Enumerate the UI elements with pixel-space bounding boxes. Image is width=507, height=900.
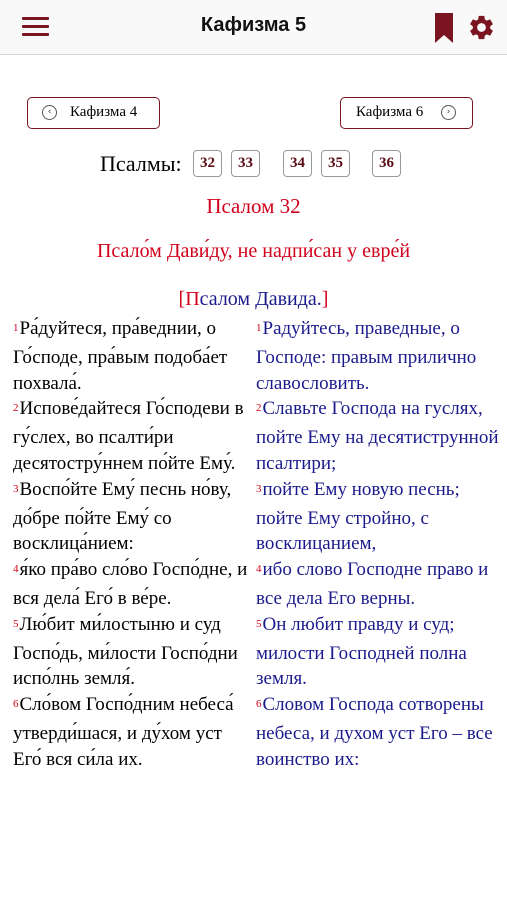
verse-text: Сло́вом Госпо́дним небеса́ утверди́шася, и ду́хом уст Его́ вся си́ла их. <box>13 694 234 770</box>
verse-text: Лю́бит ми́лостыню и суд Госпо́дь, ми́лости Госпо́дни испо́лнь земля́. <box>13 613 238 690</box>
psalm-subtitle: Псало́м Дави́ду, не надпи́сан у евре́й <box>96 240 411 262</box>
intro-close-bracket: ] <box>321 288 329 310</box>
intro-open-bracket: [ <box>178 288 186 310</box>
prev-kathisma-button[interactable] <box>27 97 160 129</box>
next-kathisma-label: Кафизма 6 <box>356 104 424 120</box>
verse-number: 4 <box>13 563 19 576</box>
church-slavonic-column <box>13 316 251 773</box>
russian-translation-column <box>256 316 500 773</box>
verse-slavonic <box>13 316 251 396</box>
verse-number: 2 <box>13 402 19 415</box>
psalm-link-33[interactable]: 33 <box>231 150 260 177</box>
verse-slavonic <box>13 396 251 476</box>
chevron-left-circle-icon: ‹ <box>42 105 57 120</box>
app-header <box>0 0 507 55</box>
verse-slavonic <box>13 612 251 692</box>
chevron-right-circle-icon: › <box>441 105 456 120</box>
verse-text: Он любит правду и суд; милости Господней полна земля. <box>256 613 467 690</box>
verse-text: Ра́дуйтеся, пра́веднии, о Го́споде, пра́вым подоба́ет похвала́. <box>13 318 228 394</box>
verse-text: Радуйтесь, праведные, о Господе: правым прилично славословить. <box>256 318 477 394</box>
gear-icon[interactable] <box>467 13 496 42</box>
verse-text: Словом Господа сотворены небеса, и духом уст Его – все воинство их: <box>256 694 493 770</box>
page-title: Кафизма 5 <box>200 14 307 36</box>
psalm-link-34[interactable]: 34 <box>283 150 312 177</box>
verse-text: я́ко пра́во сло́во Госпо́дне, и вся дела́ Его́ в ве́ре. <box>13 559 248 609</box>
verse-russian <box>256 316 500 396</box>
psalm-title: Псалом 32 <box>206 194 301 218</box>
psalm-intro <box>0 288 507 311</box>
verse-text: Испове́дайтеся Го́сподеви в гу́слех, во псалти́ри десятостру́ннем по́йте Ему́. <box>13 398 244 474</box>
intro-initial: П <box>185 288 200 310</box>
verse-russian <box>256 396 500 476</box>
psalm-link-36[interactable]: 36 <box>372 150 401 177</box>
verse-number: 3 <box>256 482 262 495</box>
verse-text: Славьте Господа на гуслях, пойте Ему на десятиструнной псалтири; <box>256 398 499 474</box>
verse-number: 4 <box>256 563 262 576</box>
verse-text: Воспо́йте Ему́ песнь но́ву, до́бре по́йте Ему́ со восклица́нием: <box>13 478 232 555</box>
intro-text: салом Давида. <box>199 288 322 310</box>
verse-number: 3 <box>13 482 19 495</box>
psalm-link-35[interactable]: 35 <box>321 150 350 177</box>
verse-number: 6 <box>13 698 19 711</box>
verse-russian <box>256 612 500 692</box>
verse-text: пойте Ему новую песнь; пойте Ему стройно, с восклицанием, <box>256 478 460 555</box>
verse-number: 1 <box>256 322 262 334</box>
verse-slavonic <box>13 557 251 612</box>
verse-number: 1 <box>13 322 19 334</box>
verse-text: ибо слово Господне право и все дела Его верны. <box>256 559 489 609</box>
verse-number: 2 <box>256 402 262 415</box>
verse-russian <box>256 477 500 557</box>
verse-number: 5 <box>256 617 262 630</box>
psalm-link-32[interactable]: 32 <box>193 150 222 177</box>
verse-slavonic <box>13 692 251 772</box>
verse-number: 6 <box>256 698 262 711</box>
verse-number: 5 <box>13 617 19 630</box>
bookmark-icon[interactable] <box>434 13 454 43</box>
next-kathisma-button[interactable] <box>340 97 473 129</box>
verse-slavonic <box>13 477 251 557</box>
prev-kathisma-label: Кафизма 4 <box>70 104 138 120</box>
verse-russian <box>256 692 500 772</box>
verse-russian <box>256 557 500 612</box>
psalms-label: Псалмы: <box>100 151 182 176</box>
